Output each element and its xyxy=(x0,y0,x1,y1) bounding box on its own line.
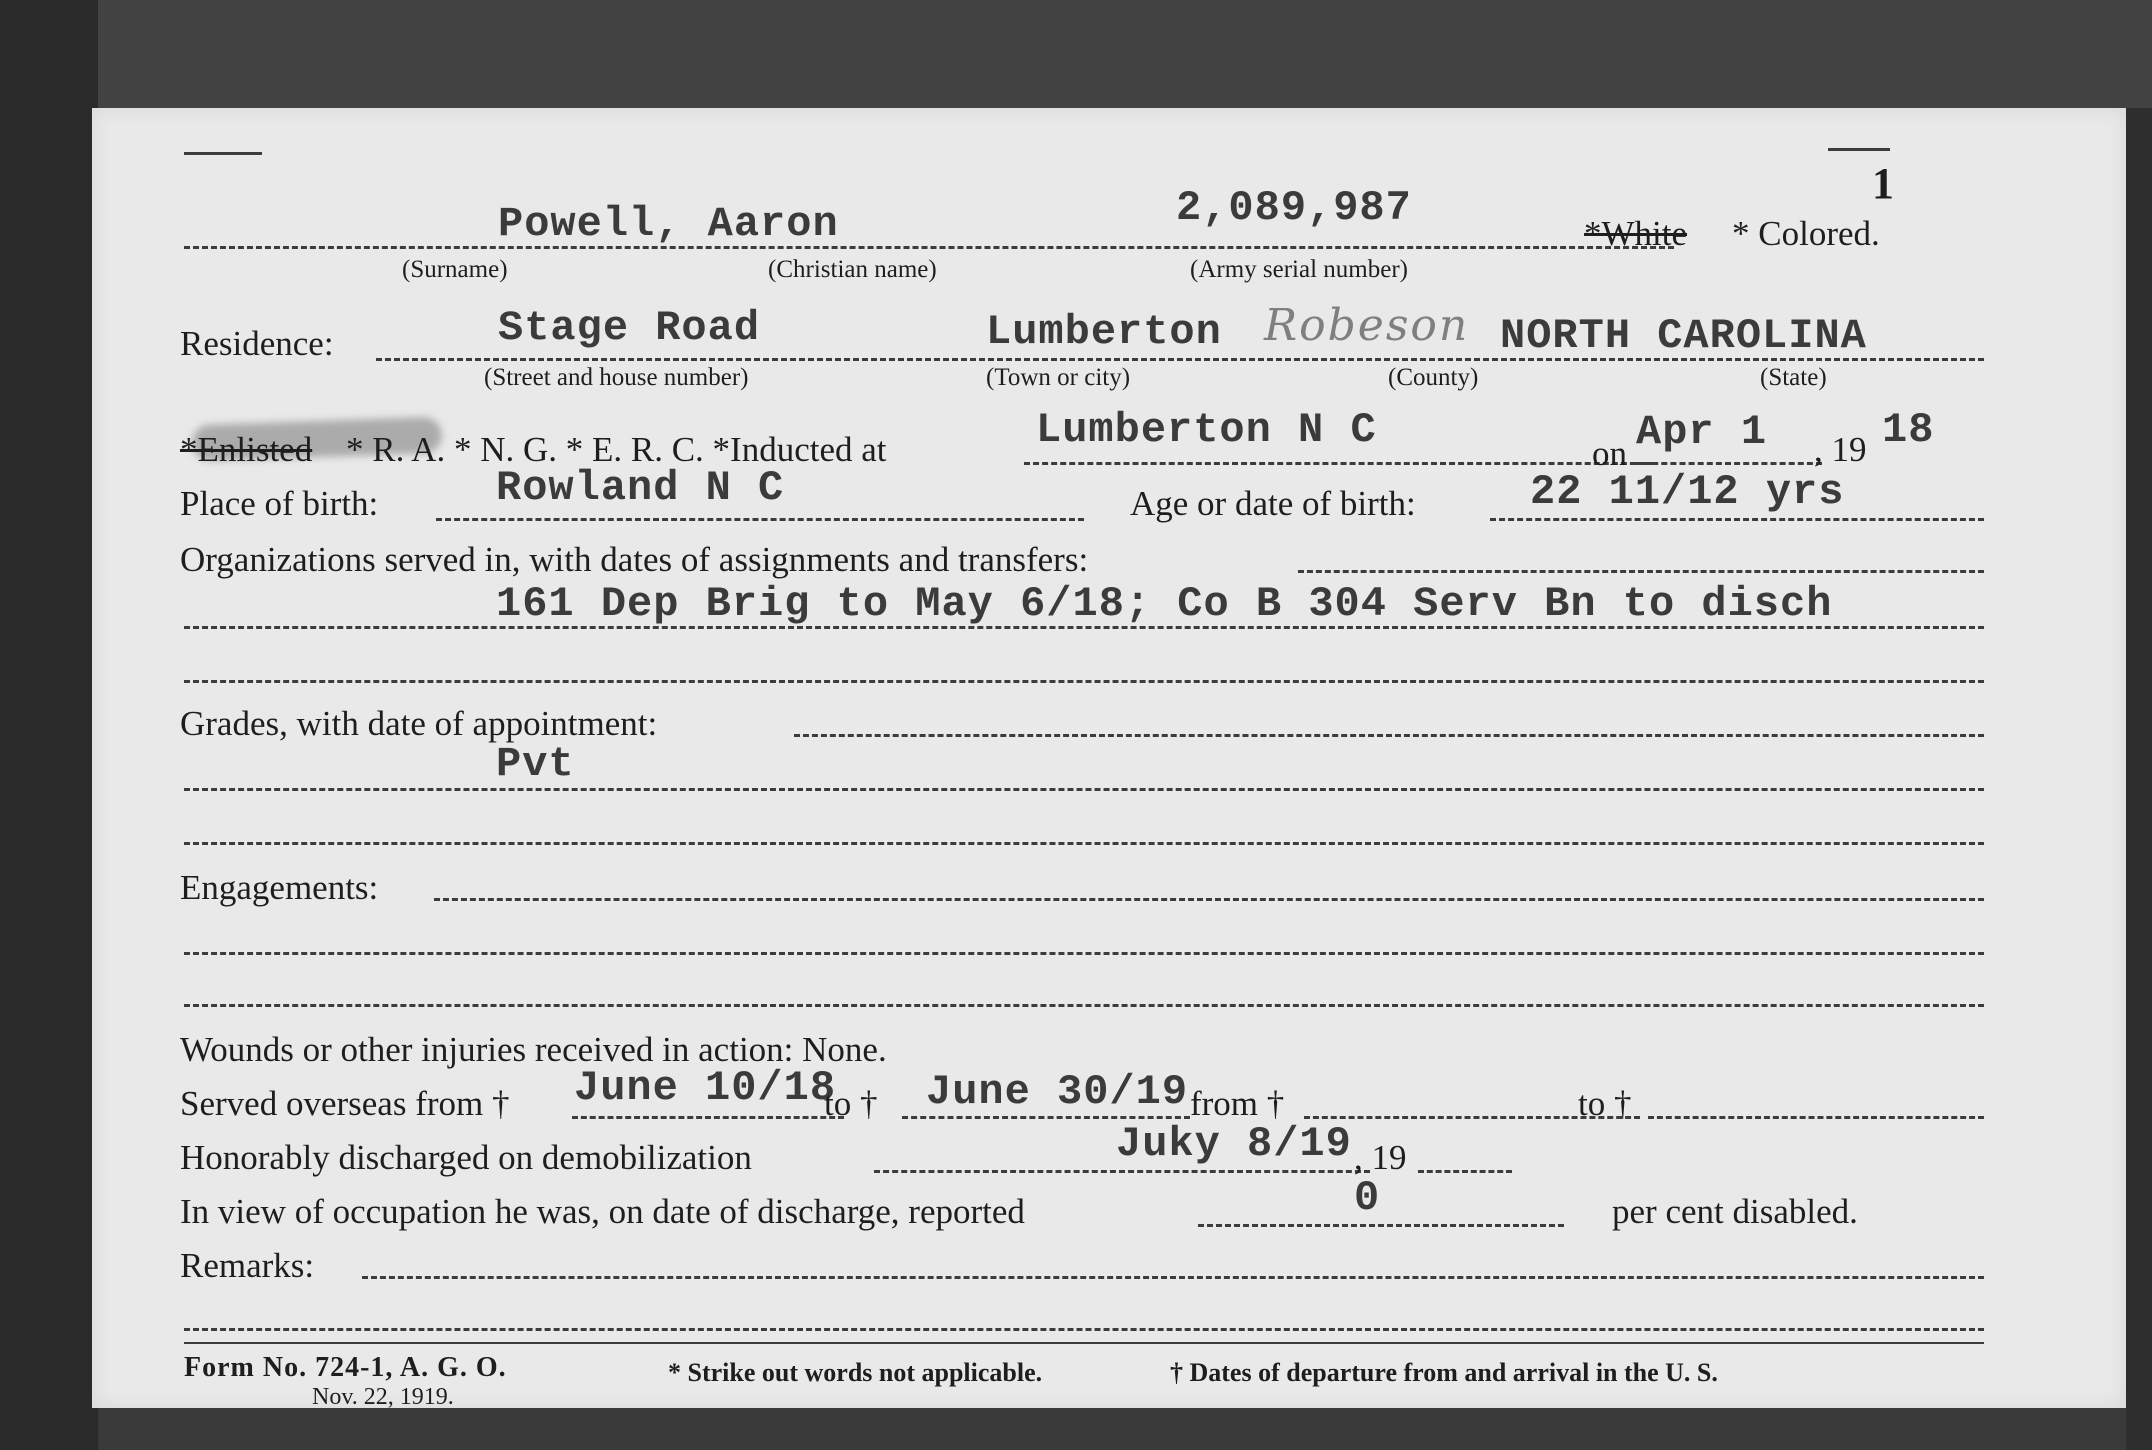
christian-name-caption: (Christian name) xyxy=(768,256,937,283)
county-caption: (County) xyxy=(1388,364,1479,391)
birth-place-label: Place of birth: xyxy=(180,484,379,523)
card-number: 1 xyxy=(1872,159,1894,208)
overseas-label: Served overseas from † xyxy=(180,1084,510,1123)
remarks-label: Remarks: xyxy=(180,1246,315,1285)
residence-label: Residence: xyxy=(180,324,334,363)
discharge-label: Honorably discharged on demobilization xyxy=(180,1138,752,1177)
engagements-label: Engagements: xyxy=(180,868,379,907)
disability-value: 0 xyxy=(1354,1174,1381,1222)
engagements-line-3 xyxy=(184,1004,1984,1007)
organizations-value: 161 Dep Brig to May 6/18; Co B 304 Serv Bn to disch xyxy=(496,580,1833,628)
overseas-to-date: June 30/19 xyxy=(926,1068,1189,1116)
street-caption: (Street and house number) xyxy=(484,364,749,391)
disability-label: In view of occupation he was, on date of discharge, reported xyxy=(180,1192,1025,1231)
wounds-label: Wounds or other injuries received in action: None. xyxy=(180,1030,887,1069)
form-number: Form No. 724-1, A. G. O. xyxy=(184,1352,507,1383)
induction-place-line xyxy=(1024,462,1654,465)
induction-place: Lumberton N C xyxy=(1036,406,1377,454)
grades-value: Pvt xyxy=(496,740,575,788)
engagements-line-2 xyxy=(184,952,1984,955)
induction-year-prefix: , 19 xyxy=(1814,430,1867,469)
surname-caption: (Surname) xyxy=(402,256,508,283)
overseas-to2-line xyxy=(1648,1116,1984,1119)
residence-town: Lumberton xyxy=(986,308,1222,356)
organizations-line-2 xyxy=(184,626,1984,629)
overseas-to-line xyxy=(902,1116,1190,1119)
induction-options-label: * R. A. * N. G. * E. R. C. *Inducted at xyxy=(346,430,887,469)
name-line xyxy=(184,246,1674,249)
organizations-line-1 xyxy=(1298,570,1984,573)
residence-county: Robeson xyxy=(1264,300,1470,351)
residence-state: NORTH CAROLINA xyxy=(1500,312,1867,360)
engagements-line-1 xyxy=(434,898,1984,901)
organizations-line-3 xyxy=(184,680,1984,683)
grades-line-2 xyxy=(184,788,1984,791)
disability-line xyxy=(1198,1224,1564,1227)
scan-background-left xyxy=(0,0,98,1450)
induction-date-line xyxy=(1634,462,1822,465)
overseas-from-date: June 10/18 xyxy=(574,1064,837,1112)
overseas-from2-label: from † xyxy=(1190,1084,1285,1123)
induction-date: Apr 1 xyxy=(1636,408,1768,456)
race-colored: * Colored. xyxy=(1732,214,1880,253)
top-right-mark xyxy=(1828,148,1890,151)
grades-label: Grades, with date of appointment: xyxy=(180,704,658,743)
grades-line-3 xyxy=(184,842,1984,845)
remarks-line-2 xyxy=(184,1328,1984,1331)
scan-background-top xyxy=(98,0,2152,108)
overseas-to-label: to † xyxy=(824,1084,878,1123)
discharge-year-prefix: , 19 xyxy=(1354,1138,1407,1177)
serial-caption: (Army serial number) xyxy=(1190,256,1408,283)
footnote-dates: † Dates of departure from and arrival in the U. S. xyxy=(1170,1358,1718,1387)
discharge-date-line xyxy=(874,1170,1370,1173)
disability-suffix: per cent disabled. xyxy=(1612,1192,1858,1231)
scan-background-right xyxy=(2126,108,2152,1450)
top-left-mark xyxy=(184,152,262,155)
state-caption: (State) xyxy=(1760,364,1827,391)
birth-place-line xyxy=(436,518,1084,521)
birth-place: Rowland N C xyxy=(496,464,785,512)
serial-number-value: 2,089,987 xyxy=(1176,184,1412,232)
overseas-from-line xyxy=(572,1116,844,1119)
service-record-card xyxy=(92,108,2126,1408)
induction-year-suffix: 18 xyxy=(1882,406,1935,454)
footer-rule xyxy=(184,1342,1984,1344)
discharge-year-line xyxy=(1418,1170,1512,1173)
organizations-label: Organizations served in, with dates of assignments and transfers: xyxy=(180,540,1089,579)
form-date: Nov. 22, 1919. xyxy=(312,1384,454,1410)
footnote-strike-out: * Strike out words not applicable. xyxy=(668,1358,1043,1387)
age-value: 22 11/12 yrs xyxy=(1530,468,1845,516)
residence-line xyxy=(376,358,1984,361)
race-white: *White xyxy=(1584,214,1688,253)
town-caption: (Town or city) xyxy=(986,364,1131,391)
grades-line-1 xyxy=(794,734,1984,737)
name-value: Powell, Aaron xyxy=(498,200,839,248)
induction-on-label: on xyxy=(1592,434,1627,473)
discharge-date: Juky 8/19 xyxy=(1116,1120,1352,1168)
remarks-line-1 xyxy=(362,1276,1984,1279)
age-label: Age or date of birth: xyxy=(1130,484,1416,523)
age-line xyxy=(1490,518,1984,521)
enlisted-label: *Enlisted xyxy=(180,430,313,469)
residence-street: Stage Road xyxy=(498,304,761,352)
overseas-to2-label: to † xyxy=(1578,1084,1632,1123)
